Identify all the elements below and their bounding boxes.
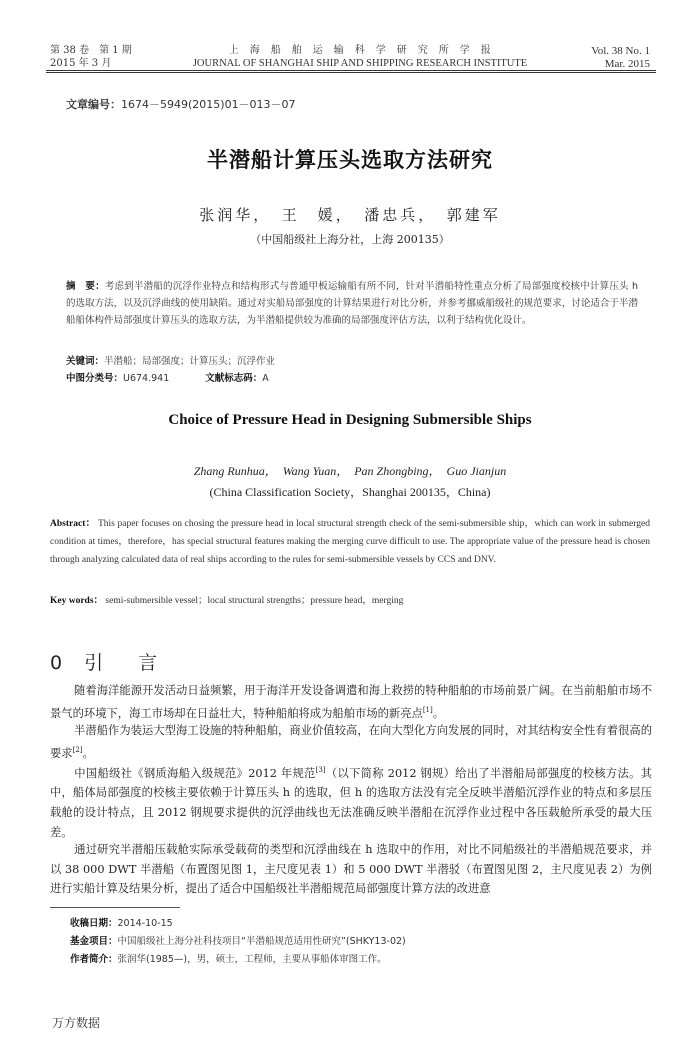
- paragraph-tail: （以下简称 2012 钢规）给出了半潜船局部强度的校核方法。其中，船体局部强度的校核主要依赖于计算压头 h 的选取，但 h 的选取方法没有完全反映半潜船沉浮作业的特点和多层压载舱的设计特点，且 2012 钢规要求提供的沉浮曲线也无法准确反映半潜船在沉浮作业过程中各压载舱所承受的最大压差。: [50, 766, 653, 839]
- citation: [2]: [72, 745, 83, 754]
- header-vol-en: Vol. 38 No. 1: [591, 45, 650, 57]
- header-rule: [46, 70, 656, 71]
- paragraph: [50, 840, 652, 899]
- header-date: 2015 年 3 月: [50, 58, 112, 69]
- title-cn: 半潜船计算压头选取方法研究: [207, 148, 493, 172]
- abstract-cn-label: 摘 要：: [66, 281, 105, 292]
- clc-label: 中图分类号：: [66, 373, 124, 384]
- footnote-fund: [70, 933, 406, 947]
- keywords-en: [50, 592, 650, 610]
- abstract-cn: [66, 278, 638, 329]
- paragraph: [50, 681, 652, 723]
- received-label: 收稿日期：: [70, 918, 118, 929]
- footnote-received: [70, 915, 173, 929]
- affiliation-en: (China Classification Society，Shanghai 200135，China): [209, 485, 491, 499]
- clc-value: U674.941: [123, 373, 170, 384]
- header-rule-double: [46, 72, 656, 73]
- keywords-cn-text: 半潜船；局部强度；计算压头；沉浮作业: [104, 356, 276, 367]
- article-number-value: 1674－5949(2015)01－013－07: [121, 98, 296, 111]
- paragraph-text: 通过研究半潜船压载舱实际承受载荷的类型和沉浮曲线在 h 选取中的作用，对比不同船级社的半潜船规范要求，并以 38 000 DWT 半潜船（布置图见图 1，主尺度见表 1）和 5 000 DWT 半潜驳（布置图见图 2，主尺度见表 2）为例进行实船计算及结果分析，提出了适合中国船级社半潜船规范局部强度计算方法的改进意: [50, 843, 652, 896]
- citation: [1]: [422, 705, 433, 714]
- footnote-author: [70, 951, 387, 965]
- header-volume: 第 38 卷 第 1 期: [50, 45, 132, 56]
- fund-label: 基金项目：: [70, 936, 118, 947]
- authors-cn: 张润华， 王 媛， 潘忠兵， 郭建军: [199, 206, 501, 224]
- abstract-en: [50, 515, 650, 569]
- article-number: [66, 96, 296, 112]
- fund-value: 中国船级社上海分社科技项目“半潜船规范适用性研究”(SHKY13-02): [117, 936, 406, 947]
- citation: [3]: [315, 766, 326, 774]
- classification: [66, 370, 638, 387]
- header-journal-cn: 上 海 船 舶 运 输 科 学 研 究 所 学 报: [228, 45, 492, 56]
- paragraph-text: 中国船级社《钢质海船入级规范》2012 年规范: [74, 766, 316, 780]
- abstract-en-text: This paper focuses on chosing the pressure head in local structural strength check of the semi-submersible ship，which can work in submerged condition at times，therefore，has special structural features making the merging curve difficult to use. The appropriate value of the pressure head is chosen through analyzing calculated data of real ships according to the rules for semi-submersible vessels by CCS and DNV.: [50, 519, 650, 565]
- author-bio-value: 张润华(1985—)，男，硕士，工程师，主要从事船体审图工作。: [117, 954, 387, 965]
- footnote-rule: [50, 907, 180, 908]
- header-date-en: Mar. 2015: [604, 58, 650, 70]
- keywords-cn-label: 关键词：: [66, 356, 105, 367]
- paragraph-text: 半潜船作为装运大型海工设施的特种船舶，商业价值较高，在向大型化方向发展的同时，对其结构安全性有着很高的要求: [50, 724, 652, 760]
- authors-en: Zhang Runhua， Wang Yuan， Pan Zhongbing， Guo Jianjun: [193, 464, 507, 478]
- abstract-cn-text: 考虑到半潜船的沉浮作业特点和结构形式与普通甲板运输船有所不同，针对半潜船特性重点分析了局部强度校核中计算压头 h 的选取方法，以及沉浮曲线的使用缺陷。通过对实船局部强度的计算结果进行对比分析，并参考挪威船级社的规范要求，讨论适合于半潜船船体构件局部强度计算压头的选取方法，为半潜船提供较为准确的局部强度评估方法，以利于结构优化设计。: [66, 281, 638, 326]
- paragraph-tail: 。: [432, 706, 445, 720]
- section-title: 引 言: [84, 652, 166, 674]
- doc-code-value: A: [262, 373, 269, 384]
- doc-code-label: 文献标志码：: [205, 373, 263, 384]
- section-heading: [50, 648, 165, 675]
- section-number: 0: [50, 652, 71, 674]
- keywords-en-label: Key words：: [50, 596, 104, 606]
- keywords-en-text: semi-submersible vessel；local structural strengths；pressure head，merging: [105, 596, 404, 606]
- header-journal-en: JOURNAL OF SHANGHAI SHIP AND SHIPPING RESEARCH INSTITUTE: [192, 58, 528, 69]
- watermark: 万方数据: [52, 1016, 101, 1030]
- paragraph: [50, 761, 652, 843]
- article-number-label: 文章编号：: [66, 98, 121, 111]
- paragraph-tail: 。: [82, 746, 94, 760]
- author-bio-label: 作者简介：: [70, 954, 118, 965]
- affiliation-cn: （中国船级社上海分社，上海 200135）: [250, 233, 450, 246]
- paragraph: [50, 721, 652, 763]
- paragraph-text: 随着海洋能源开发活动日益频繁，用于海洋开发设备调遣和海上救捞的特种船舶的市场前景广阔。在当前船舶市场不景气的环境下，海工市场却在日益壮大，特种船舶将成为船舶市场的新亮点: [50, 684, 652, 720]
- title-en: Choice of Pressure Head in Designing Submersible Ships: [168, 412, 532, 428]
- abstract-en-label: Abstract：: [50, 519, 96, 529]
- keywords-cn: [66, 353, 638, 370]
- received-value: 2014-10-15: [117, 918, 173, 929]
